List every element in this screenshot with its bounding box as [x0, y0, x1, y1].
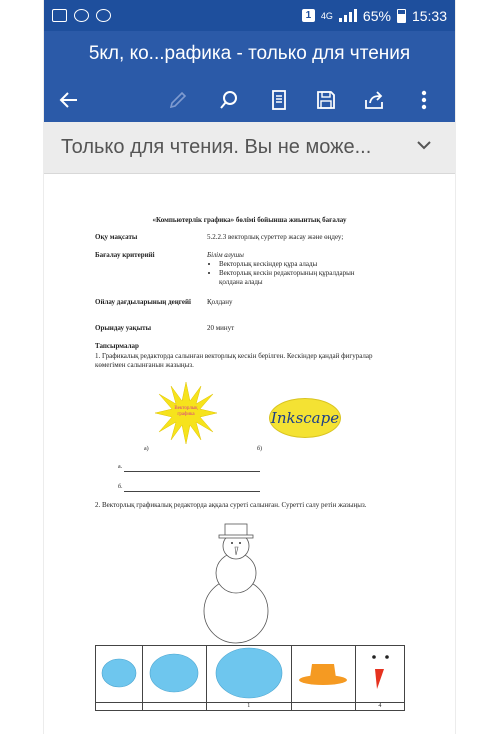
edit-pencil-icon: [167, 89, 189, 111]
tasks-heading: Тапсырмалар: [95, 342, 139, 350]
table-cell: [206, 646, 291, 703]
medium-ellipse-shape: [148, 653, 200, 693]
status-bar: [44, 0, 455, 31]
sun-caption: Векторлық графика: [174, 406, 198, 417]
signal-icon: [339, 9, 357, 22]
task-2-text: 2. Векторлық графикалық редакторда аққала суреті салынған. Суретті салу ретін жазыңыз.: [95, 501, 367, 509]
criteria-intro: Білім алушы: [207, 251, 244, 259]
read-only-banner[interactable]: [44, 122, 455, 174]
inkscape-ellipse: [269, 398, 341, 438]
row-label-learning-goal: Оқу мақсаты: [95, 233, 138, 241]
battery-icon: [397, 9, 406, 23]
document-title-bar: [44, 31, 455, 77]
large-ellipse-shape: [214, 647, 284, 699]
search-button[interactable]: [212, 83, 246, 117]
share-icon: [363, 89, 385, 111]
document-page: [44, 174, 455, 734]
document-title: 5кл, ко...рафика - только для чтения: [88, 43, 411, 64]
snowman-image: [199, 521, 274, 645]
table-cell: [291, 646, 355, 703]
hat-shape: [297, 658, 349, 688]
shapes-table: [95, 645, 405, 711]
figure-label-b: б): [257, 446, 263, 452]
mobile-view-icon: [269, 89, 289, 111]
answer-line-b[interactable]: [124, 491, 260, 492]
alert-notification-icon: [96, 9, 111, 22]
notification-count: 1: [302, 9, 315, 22]
toolbar: [44, 77, 455, 122]
table-cell: [291, 702, 355, 710]
app-frame: [44, 0, 455, 734]
document-heading: «Компьютерлік графика» бөлімі бойынша жиынтық бағалау: [152, 216, 347, 224]
back-arrow-icon: [57, 88, 81, 112]
task-1-text: 1. Графикалық редакторда салынған векторлық кескін берілген. Кескіндер қандай фигуралар көмегімен салынғанын жазыңыз.: [95, 352, 373, 369]
small-ellipse-shape: [100, 657, 138, 689]
table-cell: [96, 702, 143, 710]
criteria-bullet: • Векторлық кескіндер құра алады: [219, 260, 355, 269]
table-cell-number: 4: [355, 702, 404, 710]
row-label-thinking-level: Ойлау дағдыларының деңгейі: [95, 298, 191, 306]
battery-percent: 65%: [362, 7, 391, 24]
table-cell-number: 1: [206, 702, 291, 710]
more-options-button[interactable]: [407, 83, 441, 117]
criteria-bullet: • Векторлық кескін редакторының құралдарын: [219, 269, 355, 278]
table-cell: [142, 646, 206, 703]
row-label-criteria: Бағалау критерийі: [95, 251, 155, 259]
face-shape: [360, 651, 400, 695]
edit-button[interactable]: [161, 83, 195, 117]
table-cell: [355, 646, 404, 703]
criteria-bullet-continued: қолдана алады: [219, 278, 263, 286]
save-button[interactable]: [309, 83, 343, 117]
row-value-learning-goal: 5.2.2.3 векторлық суреттер жасау және өңдеу;: [207, 233, 344, 241]
read-only-message: Только для чтения. Вы не може...: [61, 136, 372, 158]
network-type: 4G: [320, 10, 333, 21]
share-button[interactable]: [357, 83, 391, 117]
answer-line-a[interactable]: [124, 471, 260, 472]
answer-label-a: а.: [118, 464, 123, 470]
inkscape-label: Inkscape: [270, 409, 340, 427]
row-value-time: 20 минут: [207, 324, 235, 332]
row-label-time: Орындау уақыты: [95, 324, 152, 332]
save-icon: [315, 89, 337, 111]
more-vertical-icon: [420, 89, 428, 111]
search-icon: [218, 89, 240, 111]
instagram-notification-icon: [74, 9, 89, 22]
chevron-down-icon[interactable]: [415, 136, 433, 154]
row-value-thinking-level: Қолдану: [207, 298, 233, 306]
answer-label-b: б.: [118, 484, 123, 490]
figure-label-a: а): [144, 446, 149, 452]
back-button[interactable]: [52, 83, 86, 117]
row-value-criteria: [207, 251, 355, 287]
table-cell: [96, 646, 143, 703]
table-cell: [142, 702, 206, 710]
mobile-view-button[interactable]: [262, 83, 296, 117]
gallery-notification-icon: [52, 9, 67, 22]
clock: 15:33: [411, 7, 447, 24]
